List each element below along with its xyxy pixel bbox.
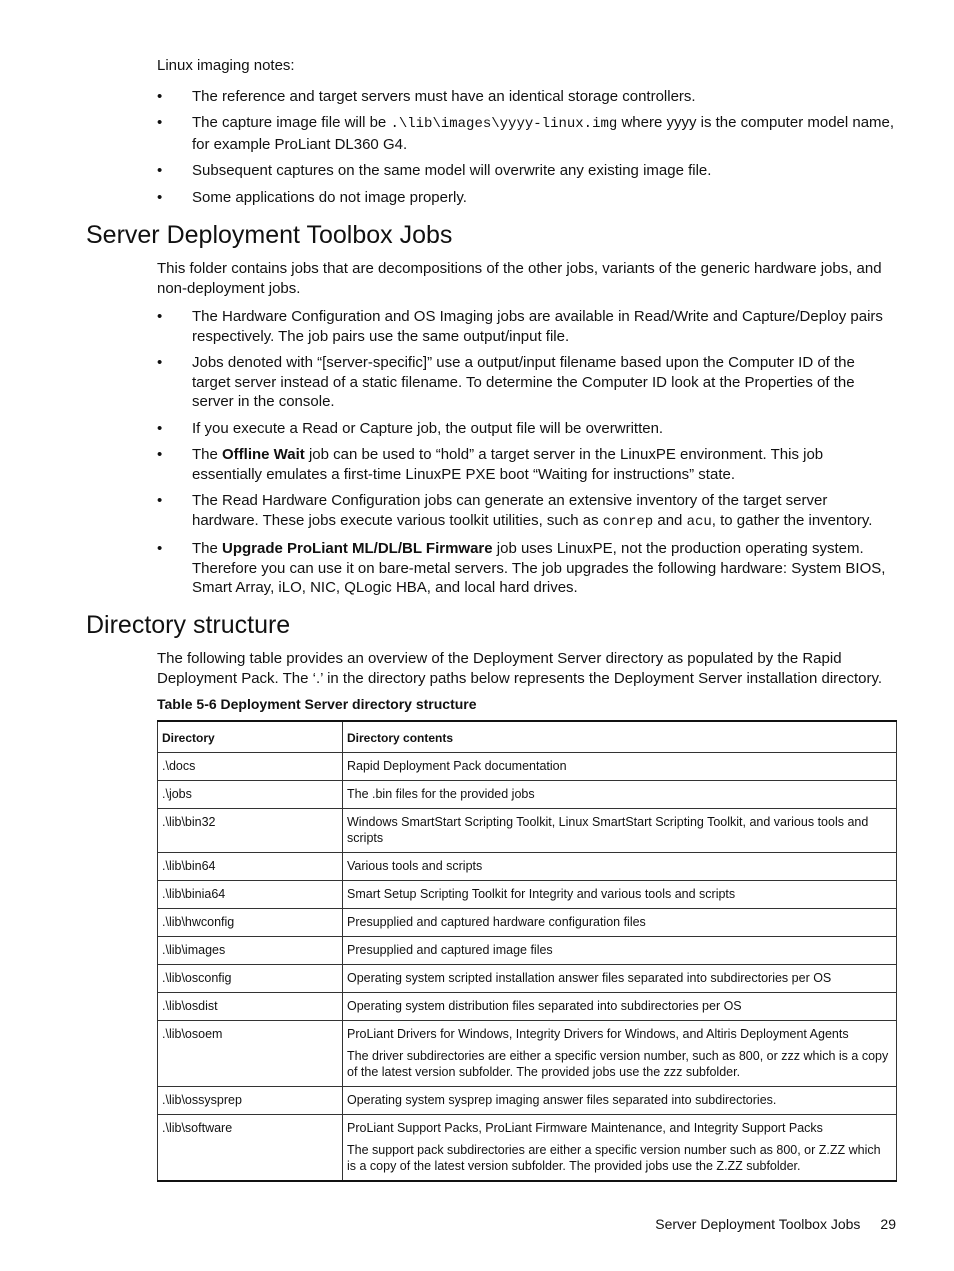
directory-cell: .\jobs (158, 781, 343, 809)
bullet-icon: • (157, 188, 163, 206)
table-row (158, 809, 897, 853)
table-row (158, 909, 897, 937)
table-row (158, 781, 897, 809)
contents-cell: Presupplied and captured hardware configuration files (343, 909, 897, 937)
bullet-icon: • (157, 446, 163, 463)
contents-text: ProLiant Drivers for Windows, Integrity Drivers for Windows, and Altiris Deployment Agents (347, 1027, 849, 1041)
directory-cell: .\docs (158, 753, 343, 781)
contents-cell: The .bin files for the provided jobs (343, 781, 897, 809)
bullet-icon: • (157, 162, 163, 179)
directory-cell: .\lib\binia64 (158, 881, 343, 909)
contents-cell (343, 1021, 897, 1087)
table-row (158, 1087, 897, 1115)
list-item: • If you execute a Read or Capture job, the output file will be overwritten. (157, 419, 664, 437)
table-row (158, 853, 897, 881)
table-row (158, 965, 897, 993)
contents-text: ProLiant Support Packs, ProLiant Firmware Maintenance, and Integrity Support Packs (347, 1121, 823, 1135)
list-item: • Subsequent captures on the same model will overwrite any existing image file. (157, 162, 712, 179)
code-path: .\lib\images\yyyy-linux.img (390, 116, 618, 132)
directory-cell: .\lib\osconfig (158, 965, 343, 993)
contents-cell: Presupplied and captured image files (343, 937, 897, 965)
list-item: • The Offline Wait job can be used to “hold” a target server in the LinuxPE environment. This job essentially emulates a first-time LinuxPE PXE boot “Waiting for instructions” state. (157, 446, 824, 483)
list-item: • Some applications do not image properly. (157, 188, 467, 206)
bullet-icon: • (157, 87, 163, 105)
column-header-directory: Directory (158, 721, 343, 753)
bullet-icon: • (157, 308, 163, 325)
directory-cell: .\lib\ossysprep (158, 1087, 343, 1115)
job-name: Upgrade ProLiant ML/DL/BL Firmware (222, 540, 493, 557)
directory-structure-section (157, 649, 897, 713)
page-footer (655, 1215, 896, 1233)
contents-cell: Windows SmartStart Scripting Toolkit, Linux SmartStart Scripting Toolkit, and various tools and scripts (343, 809, 897, 853)
contents-cell: Rapid Deployment Pack documentation (343, 753, 897, 781)
toolbox-jobs-section (157, 259, 897, 605)
contents-note: The driver subdirectories are either a specific version number, such as 800, or zzz which is a copy of the latest version subfolder. The provided jobs use the zzz subfolder. (347, 1049, 889, 1079)
contents-cell: Various tools and scripts (343, 853, 897, 881)
table-row (158, 937, 897, 965)
section-paragraph: This folder contains jobs that are decompositions of the other jobs, variants of the generic hardware jobs, and non-deployment jobs. (157, 260, 882, 297)
contents-cell: Operating system scripted installation answer files separated into subdirectories per OS (343, 965, 897, 993)
contents-cell: Operating system sysprep imaging answer files separated into subdirectories. (343, 1087, 897, 1115)
toolbox-jobs-list (157, 307, 897, 598)
table-row (158, 993, 897, 1021)
list-item: • The capture image file will be .\lib\images\yyyy-linux.img where yyyy is the computer model name, for example ProLiant DL360 G4. (157, 114, 895, 153)
contents-note: The support pack subdirectories are either a specific version number such as 800, or Z.ZZ which is a copy of the latest version subfolder. The provided jobs use the Z.ZZ subfolder. (347, 1143, 881, 1173)
bullet-icon: • (157, 419, 163, 437)
column-header-contents: Directory contents (343, 721, 897, 753)
code-acu: acu (686, 513, 712, 530)
bullet-icon: • (157, 540, 163, 557)
notes-list (157, 87, 897, 208)
section-heading-directory-structure: Directory structure (86, 611, 291, 639)
directory-cell: .\lib\bin64 (158, 853, 343, 881)
directory-cell: .\lib\osdist (158, 993, 343, 1021)
table-row (158, 881, 897, 909)
contents-cell: Smart Setup Scripting Toolkit for Integrity and various tools and scripts (343, 881, 897, 909)
list-item: • The Read Hardware Configuration jobs can generate an extensive inventory of the target server hardware. These jobs execute various toolkit utilities, such as conrep and acu, to gather the inventory. (157, 492, 873, 530)
bullet-icon: • (157, 354, 163, 371)
directory-cell: .\lib\images (158, 937, 343, 965)
directory-cell: .\lib\bin32 (158, 809, 343, 853)
table-row (158, 1115, 897, 1182)
notes-label: Linux imaging notes: (157, 57, 295, 74)
directory-table (157, 720, 897, 1182)
contents-cell (343, 1115, 897, 1182)
table-header-row (158, 721, 897, 753)
list-item: • The Upgrade ProLiant ML/DL/BL Firmware job uses LinuxPE, not the production operating system. Therefore you can use it on bare-metal servers. The job upgrades the following hardware: System BIOS, Smart Array, iLO, NIC, QLogic HBA, and local hard drives. (157, 540, 886, 596)
list-item: • The Hardware Configuration and OS Imaging jobs are available in Read/Write and Capture/Deploy pairs respectively. The job pairs use the same output/input file. (157, 308, 883, 345)
page-number: 29 (880, 1216, 896, 1232)
job-name: Offline Wait (222, 446, 305, 463)
table-row (158, 753, 897, 781)
contents-cell: Operating system distribution files separated into subdirectories per OS (343, 993, 897, 1021)
running-title: Server Deployment Toolbox Jobs (655, 1216, 861, 1232)
list-item: • Jobs denoted with “[server-specific]” use a output/input filename based upon the Computer ID of the target server instead of a static filename. To determine the Computer ID look at the Properties of the server in the console. (157, 354, 855, 410)
directory-cell: .\lib\software (158, 1115, 343, 1182)
table-caption: Table 5-6 Deployment Server directory structure (157, 696, 477, 712)
linux-imaging-notes (157, 56, 897, 214)
section-heading-toolbox-jobs: Server Deployment Toolbox Jobs (86, 221, 453, 249)
bullet-icon: • (157, 114, 163, 131)
directory-cell: .\lib\hwconfig (158, 909, 343, 937)
bullet-icon: • (157, 492, 163, 509)
directory-cell: .\lib\osoem (158, 1021, 343, 1087)
code-conrep: conrep (602, 513, 654, 530)
section-paragraph: The following table provides an overview of the Deployment Server directory as populated by the Rapid Deployment Pack. The ‘.’ in the directory paths below represents the Deployment Server installation directory. (157, 650, 883, 687)
table-row (158, 1021, 897, 1087)
list-item: • The reference and target servers must have an identical storage controllers. (157, 87, 696, 105)
